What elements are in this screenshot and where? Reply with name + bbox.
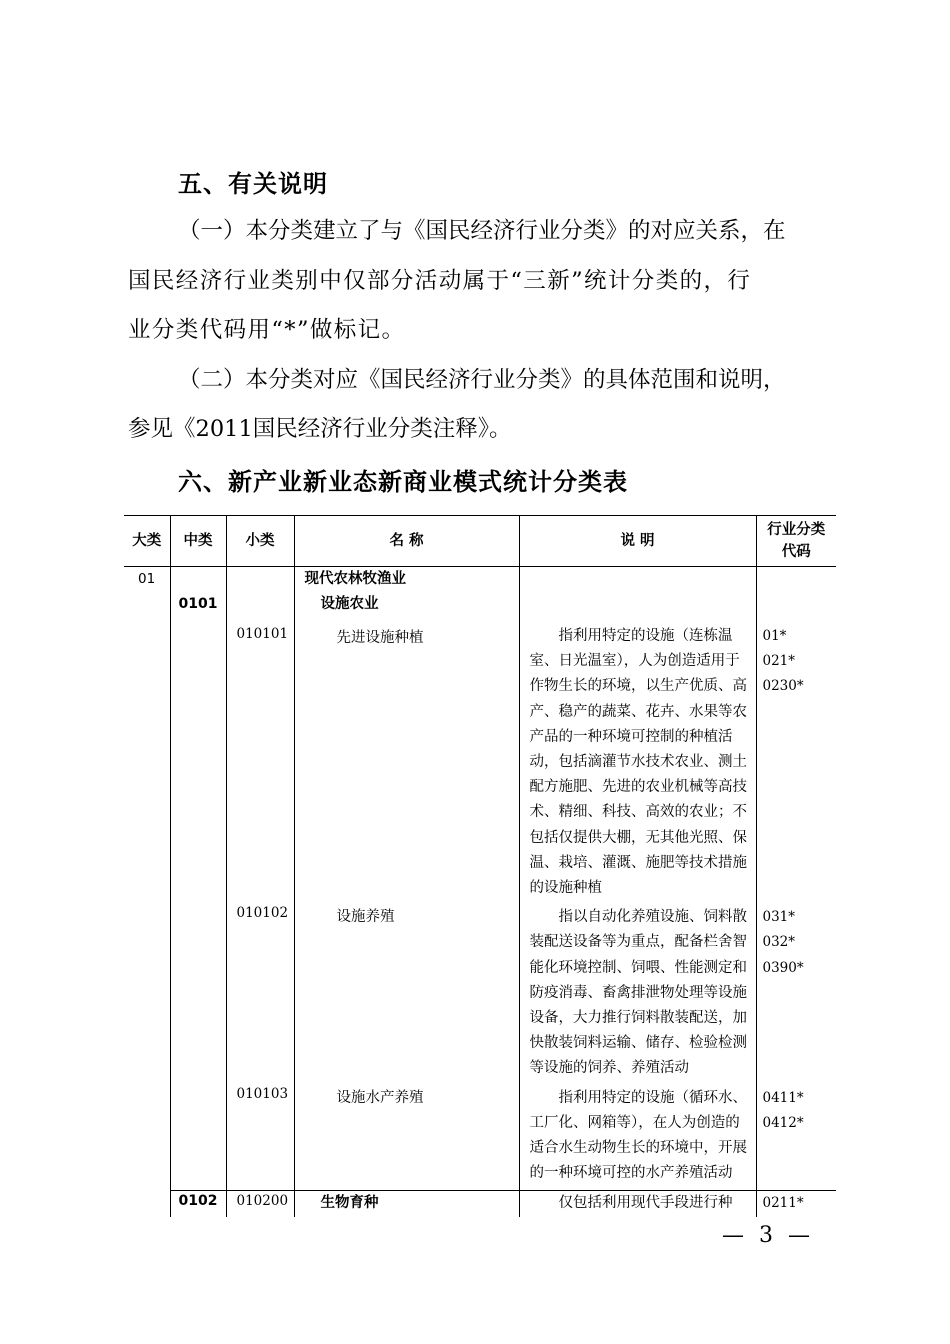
table-row <box>124 567 836 593</box>
medium-name: 生物育种 <box>294 1191 519 1217</box>
medium-code: 0101 <box>170 592 226 620</box>
major-name: 现代农林牧渔业 <box>294 567 519 593</box>
table-row <box>124 1082 836 1191</box>
header-minor: 小类 <box>226 516 294 567</box>
table-row <box>124 901 836 1081</box>
item-name: 先进设施种植 <box>294 620 519 901</box>
medium-name: 设施农业 <box>294 592 519 620</box>
section6-heading: 六、新产业新业态新商业模式统计分类表 <box>178 468 628 496</box>
table-row <box>124 1191 836 1217</box>
section5-heading: 五、有关说明 <box>178 170 328 198</box>
para2-line1: （二）本分类对应《国民经济行业分类》的具体范围和说明， <box>178 367 786 393</box>
header-major: 大类 <box>124 516 170 567</box>
classification-table <box>124 515 836 1217</box>
page-number: — 3 — <box>722 1223 814 1248</box>
minor-code: 010101 <box>226 620 294 901</box>
item-codes: 0411* 0412* <box>756 1082 836 1191</box>
para1-line2: 国民经济行业类别中仅部分活动属于“三新”统计分类的，行 <box>128 268 752 294</box>
item-desc: 指利用特定的设施（连栋温室、日光温室），人为创造适用于作物生长的环境，以生产优质、高产、稳产的蔬菜、花卉、水果等农产品的一种环境可控制的种植活动，包括滴灌节水技术农业、测土配方施肥、先进的农业机械等高技术、精细、科技、高效的农业；不包括仅提供大棚，无其他光照、保温、栽培、灌溉、施肥等技术措施的设施种植 <box>519 620 756 901</box>
item-codes: 0211* <box>756 1191 836 1217</box>
table-row <box>124 620 836 901</box>
item-name: 设施养殖 <box>294 901 519 1081</box>
medium-code: 0102 <box>170 1191 226 1217</box>
item-desc: 指以自动化养殖设施、饲料散装配送设备等为重点，配备栏舍智能化环境控制、饲喂、性能测定和防疫消毒、畜禽排泄物处理等设施设备，大力推行饲料散装配送，加快散装饲料运输、储存、检验检测等设施的饲养、养殖活动 <box>519 901 756 1081</box>
item-codes: 031* 032* 0390* <box>756 901 836 1081</box>
para1-line3: 业分类代码用“*”做标记。 <box>128 317 406 343</box>
para1-line1: （一）本分类建立了与《国民经济行业分类》的对应关系，在 <box>178 218 786 244</box>
minor-code: 010200 <box>226 1191 294 1217</box>
minor-code: 010103 <box>226 1082 294 1191</box>
major-code: 01 <box>138 571 156 587</box>
header-medium: 中类 <box>170 516 226 567</box>
item-codes: 01* 021* 0230* <box>756 620 836 901</box>
header-name: 名 称 <box>294 516 519 567</box>
item-name: 设施水产养殖 <box>294 1082 519 1191</box>
table-row <box>124 592 836 620</box>
item-desc: 仅包括利用现代手段进行种 <box>519 1191 756 1217</box>
item-desc: 指利用特定的设施（循环水、工厂化、网箱等），在人为创造的适合水生动物生长的环境中，开展的一种环境可控的水产养殖活动 <box>519 1082 756 1191</box>
para2-line2: 参见《2011国民经济行业分类注释》。 <box>128 416 512 442</box>
header-desc: 说 明 <box>519 516 756 567</box>
table-header-row <box>124 516 836 567</box>
minor-code: 010102 <box>226 901 294 1081</box>
header-code: 行业分类代码 <box>756 516 836 567</box>
